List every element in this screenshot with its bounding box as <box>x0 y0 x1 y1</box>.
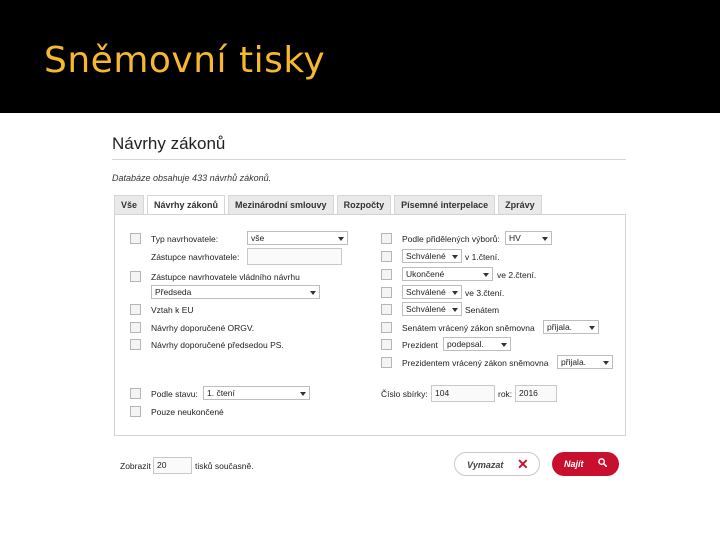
chevron-down-icon <box>603 361 609 365</box>
tisku-label: tisků současně. <box>195 461 254 471</box>
heading-divider <box>112 159 626 160</box>
prezident-select[interactable]: podepsal. <box>443 337 511 351</box>
typ-navrhovatele-label: Typ navrhovatele: <box>151 234 219 244</box>
podle-stavu-label: Podle stavu: <box>151 389 198 399</box>
vladni-navrh-select[interactable]: Předseda <box>151 285 320 299</box>
cteni3-label: ve 3.čtení. <box>465 288 505 298</box>
prezident-label: Prezident <box>402 340 438 350</box>
senatem-checkbox[interactable] <box>381 304 392 315</box>
chevron-down-icon <box>501 343 507 347</box>
tab-rozpocty[interactable]: Rozpočty <box>337 195 392 214</box>
database-info: Databáze obsahuje 433 návrhů zákonů. <box>112 173 272 183</box>
tab-bar <box>114 195 545 214</box>
cislo-sbirky-label: Číslo sbírky: <box>381 389 428 399</box>
cteni1-checkbox[interactable] <box>381 251 392 262</box>
search-panel <box>112 128 628 488</box>
senat-vraceny-checkbox[interactable] <box>381 322 392 333</box>
typ-navrhovatele-select[interactable]: vše <box>247 231 348 245</box>
tab-pisemne-interpelace[interactable]: Písemné interpelace <box>394 195 495 214</box>
cteni1-label: v 1.čtení. <box>465 252 500 262</box>
chevron-down-icon <box>338 237 344 241</box>
chevron-down-icon <box>310 291 316 295</box>
search-icon <box>598 458 607 467</box>
slide-title-bar <box>0 0 720 113</box>
zastupce-navrhovatele-label: Zástupce navrhovatele: <box>151 252 240 262</box>
chevron-down-icon <box>483 273 489 277</box>
vladni-navrh-label: Zástupce navrhovatele vládního návrhu <box>151 272 300 282</box>
vybory-label: Podle přidělených výborů: <box>402 234 500 244</box>
chevron-down-icon <box>300 392 306 396</box>
cteni2-checkbox[interactable] <box>381 269 392 280</box>
cteni3-select[interactable]: Schválené <box>402 285 462 299</box>
rok-label: rok: <box>498 389 513 399</box>
slide-title: Sněmovní tisky <box>44 40 326 81</box>
predseda-ps-label: Návrhy doporučené předsedou PS. <box>151 340 284 350</box>
prezident-vraceny-label: Prezidentem vrácený zákon sněmovna <box>402 358 549 368</box>
vymazat-label: Vymazat <box>467 460 504 470</box>
typ-navrhovatele-checkbox[interactable] <box>130 233 141 244</box>
chevron-down-icon <box>589 326 595 330</box>
vztah-eu-label: Vztah k EU <box>151 305 194 315</box>
page-heading: Návrhy zákonů <box>112 134 226 153</box>
rok-input[interactable]: 2016 <box>515 385 557 402</box>
cteni2-select[interactable]: Ukončené <box>402 267 493 281</box>
neukoncene-label: Pouze neukončené <box>151 407 224 417</box>
vladni-navrh-checkbox[interactable] <box>130 271 141 282</box>
najit-label: Najít <box>564 459 584 469</box>
podle-stavu-select[interactable]: 1. čtení <box>203 386 310 400</box>
prezident-vraceny-checkbox[interactable] <box>381 357 392 368</box>
senatem-label: Senátem <box>465 305 500 315</box>
vybory-select[interactable]: HV <box>505 231 552 245</box>
cteni3-checkbox[interactable] <box>381 287 392 298</box>
predseda-ps-checkbox[interactable] <box>130 339 141 350</box>
prezident-checkbox[interactable] <box>381 339 392 350</box>
neukoncene-checkbox[interactable] <box>130 406 141 417</box>
zastupce-navrhovatele-input[interactable] <box>247 248 342 265</box>
chevron-down-icon <box>542 237 548 241</box>
orgv-checkbox[interactable] <box>130 322 141 333</box>
senatem-select[interactable]: Schválené <box>402 302 462 316</box>
tab-zpravy[interactable]: Zprávy <box>498 195 542 214</box>
cteni2-label: ve 2.čtení. <box>497 270 537 280</box>
orgv-label: Návrhy doporučené ORGV. <box>151 323 255 333</box>
cislo-sbirky-input[interactable]: 104 <box>431 385 495 402</box>
vymazat-button[interactable] <box>454 452 540 476</box>
tab-navrhy-zakonu[interactable]: Návrhy zákonů <box>147 195 225 215</box>
vybory-checkbox[interactable] <box>381 233 392 244</box>
tab-mezinarodni-smlouvy[interactable]: Mezinárodní smlouvy <box>228 195 334 214</box>
chevron-down-icon <box>452 308 458 312</box>
zobrazit-input[interactable]: 20 <box>153 457 192 474</box>
prezident-vraceny-select[interactable]: přijala. <box>557 355 613 369</box>
senat-vraceny-select[interactable]: přijala. <box>543 320 599 334</box>
filter-box <box>114 214 626 436</box>
chevron-down-icon <box>452 255 458 259</box>
zobrazit-label: Zobrazit <box>120 461 151 471</box>
senat-vraceny-label: Senátem vrácený zákon sněmovna <box>402 323 535 333</box>
vztah-eu-checkbox[interactable] <box>130 304 141 315</box>
cteni1-select[interactable]: Schválené <box>402 249 462 263</box>
tab-vse[interactable]: Vše <box>114 195 144 214</box>
close-icon: ✕ <box>517 456 529 472</box>
chevron-down-icon <box>452 291 458 295</box>
najit-button[interactable] <box>552 452 619 476</box>
podle-stavu-checkbox[interactable] <box>130 388 141 399</box>
